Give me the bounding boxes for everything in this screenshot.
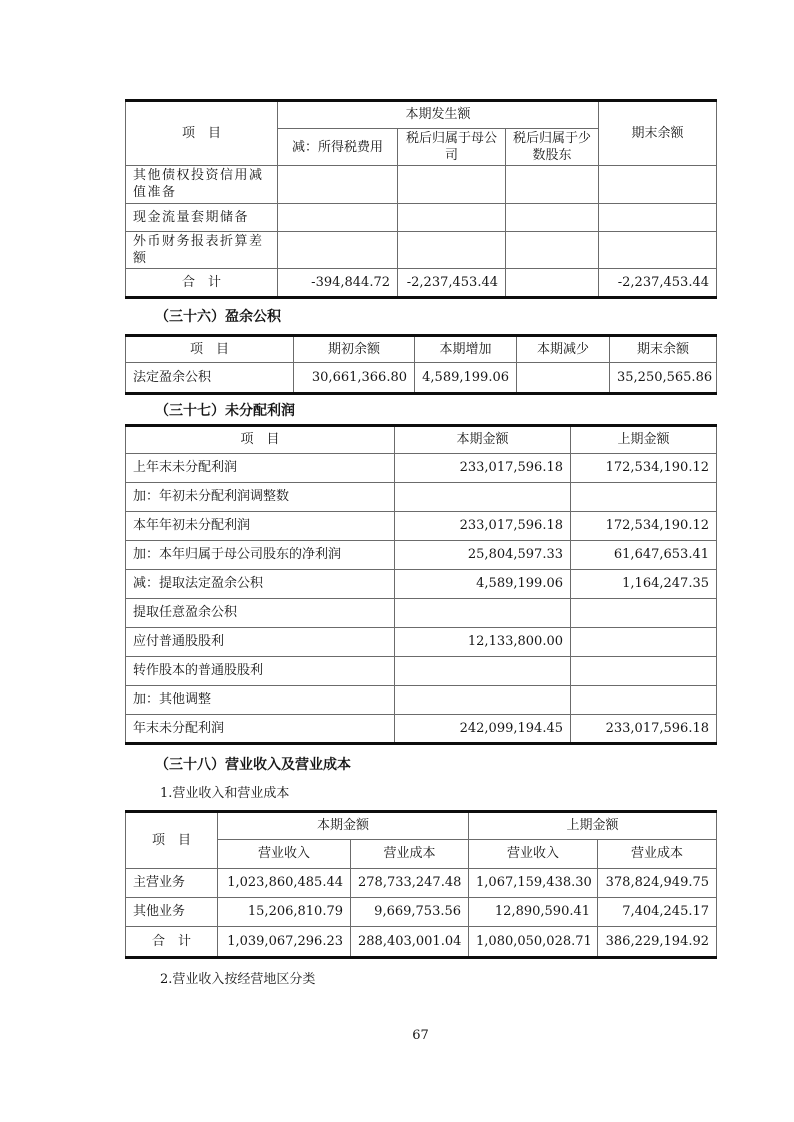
table-total-row	[126, 268, 717, 297]
column-header-less-income-tax: 减：所得税费用	[278, 129, 398, 166]
section-heading-undistributed-profit: （三十七）未分配利润	[155, 402, 295, 419]
value-cell: -394,844.72	[278, 268, 398, 297]
value-cell	[506, 203, 599, 231]
column-header-current-amount: 本期金额	[395, 425, 571, 453]
value-cell: 1,067,159,438.30	[469, 868, 598, 897]
row-label: 外币财务报表折算差额	[126, 231, 278, 268]
value-cell: 172,534,190.12	[571, 453, 717, 482]
row-label-total: 合 计	[126, 926, 218, 957]
table-row	[126, 166, 717, 203]
value-cell	[398, 231, 506, 268]
value-cell: 288,403,001.04	[351, 926, 469, 957]
value-cell: 386,229,194.92	[598, 926, 717, 957]
table-header-row	[126, 335, 717, 362]
table-header-row	[126, 101, 717, 129]
table-row	[126, 453, 717, 482]
table-row	[126, 685, 717, 714]
table-row	[126, 231, 717, 268]
table-row	[126, 897, 717, 926]
row-label: 上年末未分配利润	[126, 453, 395, 482]
column-header-item: 项 目	[126, 811, 218, 868]
value-cell	[599, 231, 717, 268]
column-header-prior-amount: 上期金额	[469, 811, 717, 839]
table-row	[126, 203, 717, 231]
row-label: 法定盈余公积	[126, 362, 294, 393]
table-row	[126, 482, 717, 511]
value-cell: 30,661,366.80	[294, 362, 415, 393]
column-header-after-tax-parent: 税后归属于母公司	[398, 129, 506, 166]
row-label: 应付普通股股利	[126, 627, 395, 656]
row-label: 加：年初未分配利润调整数	[126, 482, 395, 511]
comprehensive-income-table	[125, 99, 717, 299]
value-cell: 61,647,653.41	[571, 540, 717, 569]
value-cell: 4,589,199.06	[395, 569, 571, 598]
table-row	[126, 598, 717, 627]
row-label: 现金流量套期储备	[126, 203, 278, 231]
column-header-after-tax-minority: 税后归属于少数股东	[506, 129, 599, 166]
value-cell	[398, 166, 506, 203]
value-cell: 12,890,590.41	[469, 897, 598, 926]
table-row	[126, 540, 717, 569]
value-cell: 1,039,067,296.23	[218, 926, 351, 957]
value-cell	[571, 656, 717, 685]
subsection-revenue-and-cost: 1.营业收入和营业成本	[160, 785, 290, 801]
column-header-revenue-prior: 营业收入	[469, 839, 598, 868]
value-cell	[599, 203, 717, 231]
value-cell: -2,237,453.44	[398, 268, 506, 297]
surplus-reserve-table	[125, 334, 717, 395]
row-label: 加：其他调整	[126, 685, 395, 714]
row-label: 加：本年归属于母公司股东的净利润	[126, 540, 395, 569]
value-cell	[571, 627, 717, 656]
value-cell	[506, 231, 599, 268]
table-row	[126, 569, 717, 598]
column-header-item: 项 目	[126, 335, 294, 362]
value-cell: 12,133,800.00	[395, 627, 571, 656]
row-label: 其他债权投资信用减值准备	[126, 166, 278, 203]
table-header-row	[126, 425, 717, 453]
value-cell: 233,017,596.18	[571, 714, 717, 743]
column-header-ending-balance: 期末余额	[610, 335, 717, 362]
table-row	[126, 511, 717, 540]
value-cell: -2,237,453.44	[599, 268, 717, 297]
value-cell: 233,017,596.18	[395, 453, 571, 482]
column-header-opening-balance: 期初余额	[294, 335, 415, 362]
column-header-current-amount: 本期金额	[218, 811, 469, 839]
value-cell: 172,534,190.12	[571, 511, 717, 540]
value-cell	[278, 231, 398, 268]
row-label-total: 合 计	[126, 268, 278, 297]
table-row	[126, 714, 717, 743]
column-header-period-decrease: 本期减少	[517, 335, 610, 362]
value-cell: 1,164,247.35	[571, 569, 717, 598]
value-cell: 242,099,194.45	[395, 714, 571, 743]
section-heading-surplus-reserve: （三十六）盈余公积	[155, 308, 281, 325]
column-header-period-increase: 本期增加	[415, 335, 517, 362]
value-cell	[599, 166, 717, 203]
value-cell	[278, 203, 398, 231]
row-label: 转作股本的普通股股利	[126, 656, 395, 685]
value-cell	[506, 166, 599, 203]
column-header-item: 项 目	[126, 101, 278, 166]
table-row	[126, 656, 717, 685]
table-row	[126, 362, 717, 393]
row-label: 主营业务	[126, 868, 218, 897]
value-cell: 25,804,597.33	[395, 540, 571, 569]
value-cell	[398, 203, 506, 231]
column-header-cost-prior: 营业成本	[598, 839, 717, 868]
value-cell	[571, 482, 717, 511]
value-cell: 9,669,753.56	[351, 897, 469, 926]
table-header-row	[126, 811, 717, 839]
value-cell	[395, 685, 571, 714]
undistributed-profit-table	[125, 424, 717, 745]
value-cell	[517, 362, 610, 393]
column-header-ending-balance: 期末余额	[599, 101, 717, 166]
value-cell: 15,206,810.79	[218, 897, 351, 926]
table-row	[126, 627, 717, 656]
value-cell	[395, 482, 571, 511]
value-cell	[571, 685, 717, 714]
value-cell: 1,023,860,485.44	[218, 868, 351, 897]
value-cell: 278,733,247.48	[351, 868, 469, 897]
column-header-revenue-current: 营业收入	[218, 839, 351, 868]
value-cell	[395, 598, 571, 627]
value-cell	[571, 598, 717, 627]
value-cell: 378,824,949.75	[598, 868, 717, 897]
column-header-cost-current: 营业成本	[351, 839, 469, 868]
value-cell: 1,080,050,028.71	[469, 926, 598, 957]
row-label: 其他业务	[126, 897, 218, 926]
value-cell: 233,017,596.18	[395, 511, 571, 540]
value-cell	[278, 166, 398, 203]
subsection-revenue-by-region: 2.营业收入按经营地区分类	[160, 971, 316, 987]
value-cell	[506, 268, 599, 297]
page-number: 67	[412, 1027, 429, 1043]
section-heading-revenue-cost: （三十八）营业收入及营业成本	[155, 756, 351, 773]
value-cell: 35,250,565.86	[610, 362, 717, 393]
column-header-current-period-amount: 本期发生额	[278, 101, 599, 129]
column-header-item: 项 目	[126, 425, 395, 453]
row-label: 年末未分配利润	[126, 714, 395, 743]
value-cell	[395, 656, 571, 685]
page-content	[125, 0, 716, 1043]
value-cell: 7,404,245.17	[598, 897, 717, 926]
row-label: 本年年初未分配利润	[126, 511, 395, 540]
column-header-prior-amount: 上期金额	[571, 425, 717, 453]
table-total-row	[126, 926, 717, 957]
row-label: 减：提取法定盈余公积	[126, 569, 395, 598]
revenue-cost-table	[125, 810, 717, 959]
value-cell: 4,589,199.06	[415, 362, 517, 393]
row-label: 提取任意盈余公积	[126, 598, 395, 627]
table-row	[126, 868, 717, 897]
